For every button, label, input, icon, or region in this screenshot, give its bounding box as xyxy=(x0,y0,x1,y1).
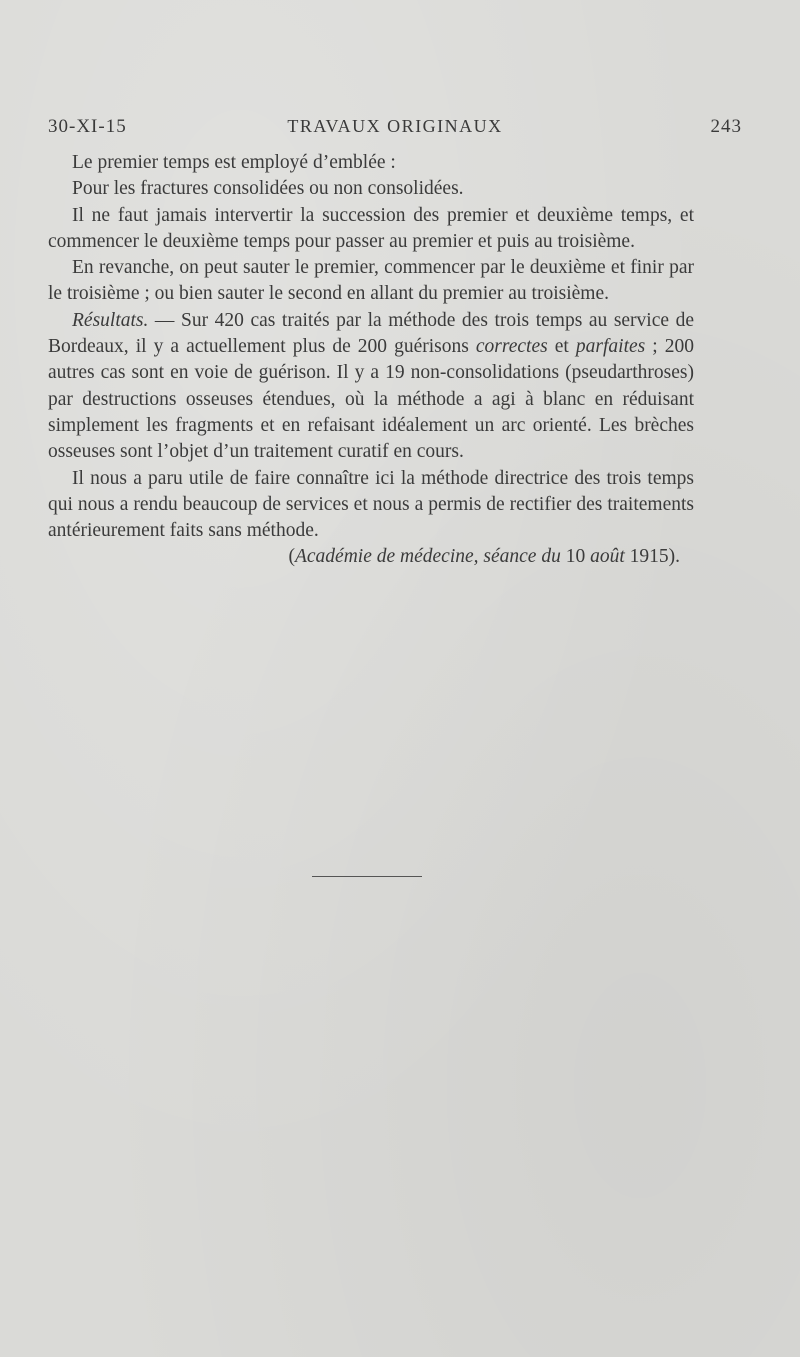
citation-day: 10 xyxy=(560,546,591,568)
citation-source: Académie de médecine, séance du xyxy=(294,546,561,568)
section-title: TRAVAUX ORIGINAUX xyxy=(287,116,503,136)
paragraph-1: Le premier temps est employé d’emblée : xyxy=(72,152,396,173)
citation-close: ). xyxy=(668,546,680,568)
paragraph-2: Pour les fractures consolidées ou non consolidées. xyxy=(72,178,464,200)
issue-date: 30-XI-15 xyxy=(48,116,127,137)
results-italic-a: correctes xyxy=(475,336,548,358)
page-number: 243 xyxy=(710,116,742,137)
results-text-c: ; 200 autres cas sont en voie de guérison. Il y a 19 non-consolidations (pseudarthroses) par destructions osseuses étendues, où la méthode a agi à blanc en réduisant simplement les fragments et en refaisant idéalement un arc orienté. Les brèches osseuses sont l’objet d’un traitement curatif en cours. xyxy=(48,336,694,463)
end-rule xyxy=(312,876,422,877)
running-head xyxy=(48,116,742,140)
paragraph-3: Il ne faut jamais intervertir la succession des premier et deuxième temps, et commencer le deuxième temps pour passer au premier et puis au troisième. xyxy=(48,204,694,252)
paragraph-results xyxy=(48,308,694,466)
paragraph-4: En revanche, on peut sauter le premier, commencer par le deuxième et finir par le troisième ; ou bien sauter le second en allant du premier au troisième. xyxy=(48,257,694,305)
body-text xyxy=(48,150,694,571)
citation xyxy=(48,544,694,570)
citation-month: août xyxy=(590,546,625,568)
results-text-b: et xyxy=(547,336,576,358)
results-text-a: — Sur 420 cas traités par la méthode des trois temps au service de Bordeaux, il y a actuellement plus de 200 guérisons xyxy=(48,309,694,358)
paragraph-6: Il nous a paru utile de faire connaître ici la méthode directrice des trois temps qui nous a rendu beaucoup de services et nous a permis de rectifier des traitements antérieurement faits sans méthode. xyxy=(48,467,694,542)
citation-open: ( xyxy=(288,546,295,568)
results-italic-b: parfaites xyxy=(575,336,646,358)
results-heading: Résultats. xyxy=(72,309,149,331)
citation-year: 1915 xyxy=(624,546,669,568)
